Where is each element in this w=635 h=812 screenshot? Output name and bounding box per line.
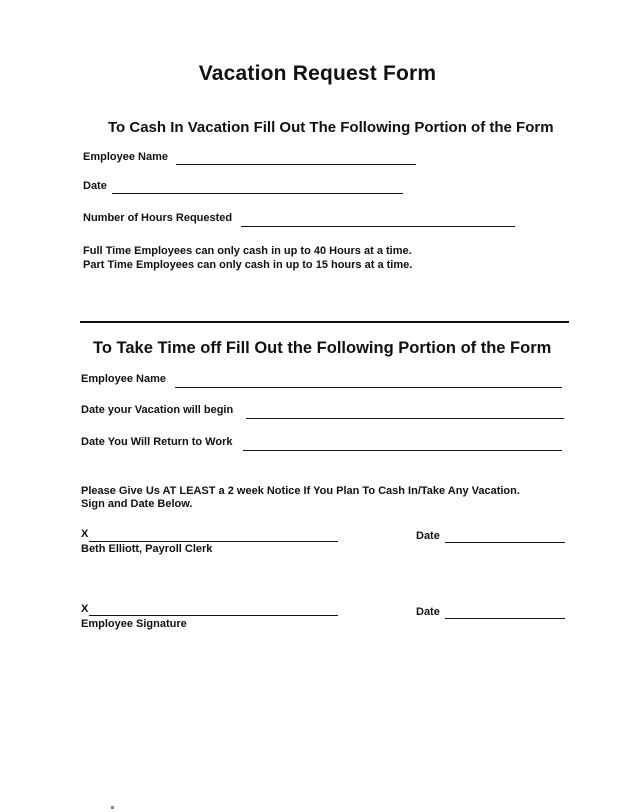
return-to-work-field[interactable] [243,436,562,451]
cash-employee-name-field[interactable] [176,150,416,165]
full-time-note: Full Time Employees can only cash in up to 40 Hours at a time. [83,245,412,257]
cash-date-field[interactable] [112,179,403,194]
clerk-x-mark: X [81,528,89,540]
employee-x-mark: X [81,603,89,615]
employee-signature-field[interactable] [89,601,338,616]
clerk-caption: Beth Elliott, Payroll Clerk [81,543,213,555]
section-divider [80,321,569,323]
part-time-note: Part Time Employees can only cash in up to 15 hours at a time. [83,259,413,271]
clerk-date-label: Date [416,530,440,542]
scan-speck [111,806,114,809]
notice-line-2: Sign and Date Below. [81,498,193,510]
hours-requested-field[interactable] [241,212,515,227]
cash-date-label: Date [83,180,107,192]
vacation-begin-field[interactable] [246,404,564,419]
vacation-begin-label: Date your Vacation will begin [81,404,234,416]
cash-employee-name-label: Employee Name [83,151,168,163]
cash-section-heading: To Cash In Vacation Fill Out The Following Portion of the Form [108,119,554,136]
form-title: Vacation Request Form [198,62,437,85]
employee-signature-caption: Employee Signature [81,618,187,630]
timeoff-section-heading: To Take Time off Fill Out the Following Portion of the Form [93,339,552,357]
timeoff-employee-name-field[interactable] [175,373,562,388]
return-to-work-label: Date You Will Return to Work [81,436,233,448]
employee-date-label: Date [416,606,440,618]
timeoff-employee-name-label: Employee Name [81,373,166,385]
hours-requested-label: Number of Hours Requested [83,212,233,224]
employee-date-field[interactable] [445,604,565,619]
notice-line-1: Please Give Us AT LEAST a 2 week Notice If You Plan To Cash In/Take Any Vacation. [81,485,520,497]
clerk-date-field[interactable] [445,528,565,543]
clerk-signature-field[interactable] [89,527,338,542]
